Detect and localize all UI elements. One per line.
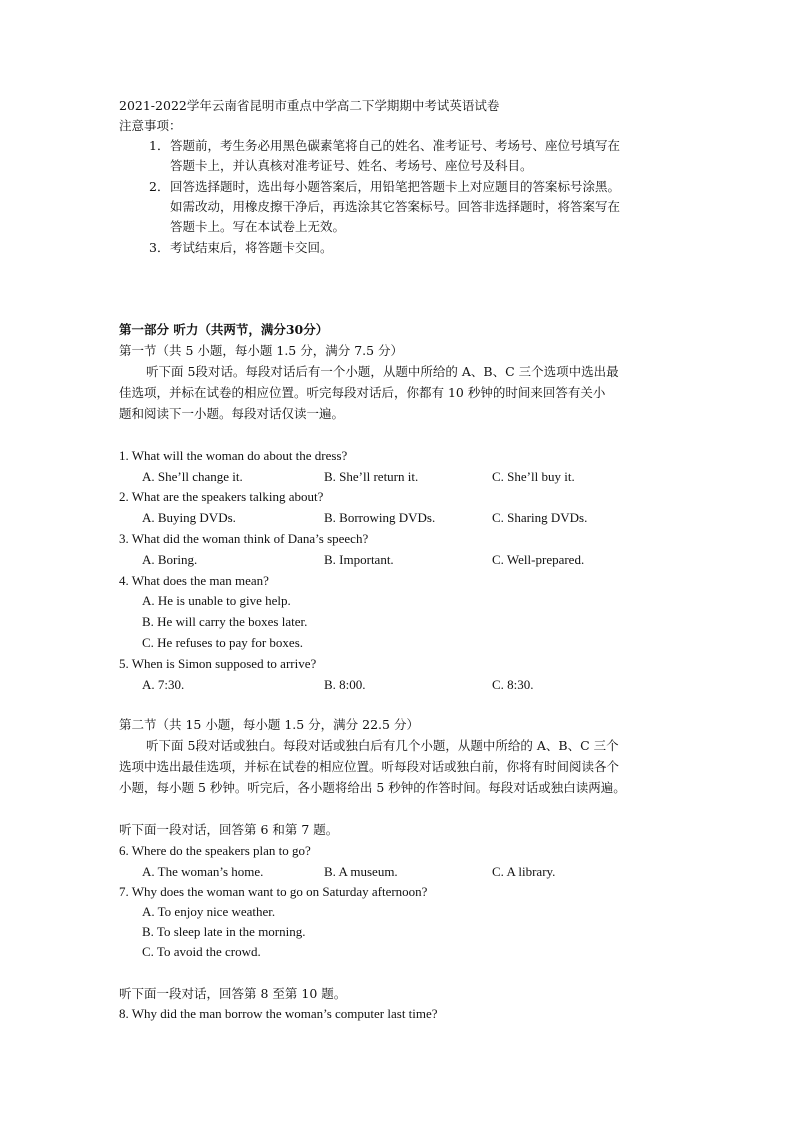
- q5-option-a: A. 7:30.: [142, 677, 185, 692]
- q6-option-c: C. A library.: [492, 864, 556, 879]
- q3-option-c: C. Well-prepared.: [492, 552, 585, 567]
- question-6: 6. Where do the speakers plan to go?: [119, 843, 311, 858]
- q5-option-b: B. 8:00.: [324, 677, 366, 692]
- q3-option-a: A. Boring.: [142, 552, 198, 567]
- notice-heading: 注意事项：: [119, 118, 182, 133]
- notice-1-line-2: 答题卡上，并认真核对准考证号、姓名、考场号、座位号及科目。: [170, 158, 533, 173]
- q4-option-a: A. He is unable to give help.: [142, 593, 291, 608]
- group2-instruction: 听下面一段对话，回答第 8 至第 10 题。: [119, 986, 347, 1001]
- section2-instruction-1: 听下面 5段对话或独白。每段对话或独白后有几个小题，从题中所给的 A、B、C 三个: [146, 738, 619, 753]
- notice-3-num: 3．: [149, 240, 170, 255]
- question-2: 2. What are the speakers talking about?: [119, 489, 324, 504]
- section2-heading: 第二节（共 15 小题，每小题 1.5 分，满分 22.5 分）: [119, 717, 419, 732]
- notice-3-line-1: 考试结束后，将答题卡交回。: [170, 240, 333, 255]
- q1-option-a: A. She’ll change it.: [142, 469, 243, 484]
- q1-option-b: B. She’ll return it.: [324, 469, 419, 484]
- section1-instruction-1: 听下面 5段对话。每段对话后有一个小题，从题中所给的 A、B、C 三个选项中选出最: [146, 364, 619, 379]
- question-3: 3. What did the woman think of Dana’s speech?: [119, 531, 369, 546]
- q1-option-c: C. She’ll buy it.: [492, 469, 575, 484]
- section2-instruction-2: 选项中选出最佳选项，并标在试卷的相应位置。听每段对话或独白前，你将有时间阅读各个: [119, 759, 620, 774]
- section1-instruction-2: 佳选项，并标在试卷的相应位置。听完每段对话后，你都有 10 秒钟的时间来回答有关小: [119, 385, 606, 400]
- q4-option-b: B. He will carry the boxes later.: [142, 614, 308, 629]
- section2-instruction-3: 小题，每小题 5 秒钟。听完后，各小题将给出 5 秒钟的作答时间。每段对话或独白读两遍。: [119, 780, 626, 795]
- q6-option-b: B. A museum.: [324, 864, 398, 879]
- q2-option-c: C. Sharing DVDs.: [492, 510, 588, 525]
- notice-2-line-2: 如需改动，用橡皮擦干净后，再选涂其它答案标号。回答非选择题时，将答案写在: [170, 199, 621, 214]
- section1-instruction-3: 题和阅读下一小题。每段对话仅读一遍。: [119, 406, 345, 421]
- question-7: 7. Why does the woman want to go on Saturday afternoon?: [119, 884, 428, 899]
- notice-2-line-1: 回答选择题时，选出每小题答案后，用铅笔把答题卡上对应题目的答案标号涂黑。: [170, 179, 621, 194]
- q4-option-c: C. He refuses to pay for boxes.: [142, 635, 304, 650]
- notice-1-line-1: 答题前，考生务必用黑色碳素笔将自己的姓名、准考证号、考场号、座位号填写在: [170, 138, 621, 153]
- part1-heading: 第一部分 听力（共两节，满分30分）: [119, 322, 329, 337]
- q7-option-b: B. To sleep late in the morning.: [142, 924, 306, 939]
- q3-option-b: B. Important.: [324, 552, 394, 567]
- q2-option-a: A. Buying DVDs.: [142, 510, 236, 525]
- q5-option-c: C. 8:30.: [492, 677, 534, 692]
- q7-option-c: C. To avoid the crowd.: [142, 944, 261, 959]
- q7-option-a: A. To enjoy nice weather.: [142, 904, 276, 919]
- exam-title: 2021-2022学年云南省昆明市重点中学高二下学期期中考试英语试卷: [119, 98, 500, 113]
- question-1: 1. What will the woman do about the dress?: [119, 448, 348, 463]
- q2-option-b: B. Borrowing DVDs.: [324, 510, 436, 525]
- question-4: 4. What does the man mean?: [119, 573, 269, 588]
- question-5: 5. When is Simon supposed to arrive?: [119, 656, 317, 671]
- q6-option-a: A. The woman’s home.: [142, 864, 264, 879]
- group1-instruction: 听下面一段对话，回答第 6 和第 7 题。: [119, 822, 339, 837]
- notice-2-num: 2．: [149, 179, 170, 194]
- notice-2-line-3: 答题卡上。写在本试卷上无效。: [170, 219, 346, 234]
- question-8: 8. Why did the man borrow the woman’s computer last time?: [119, 1006, 438, 1021]
- section1-heading: 第一节（共 5 小题，每小题 1.5 分，满分 7.5 分）: [119, 343, 404, 358]
- notice-1-num: 1．: [149, 138, 170, 153]
